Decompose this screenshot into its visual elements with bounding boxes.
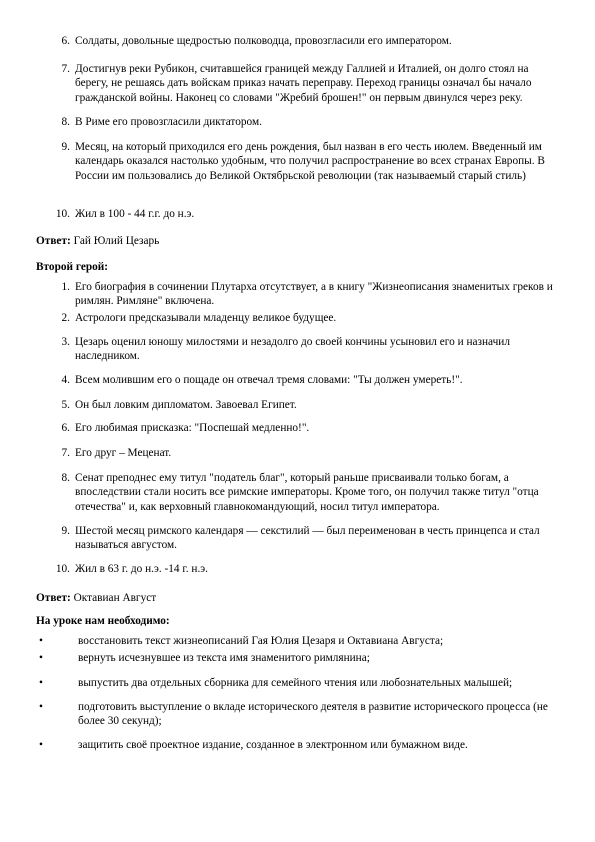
- list-item-number: 5.: [61, 399, 70, 411]
- list-item-text: Солдаты, довольные щедростью полководца, провозгласили его императором.: [75, 35, 452, 47]
- list-item-number: 9.: [61, 141, 70, 153]
- bullet-icon: •: [39, 677, 43, 689]
- bullet-icon: •: [39, 652, 43, 664]
- bullet-text: подготовить выступление о вкладе исторического деятеля в развитие исторического процесса (не более 30 секунд);: [78, 701, 548, 728]
- list-item-text: Его любимая присказка: "Поспешай медленно!".: [75, 422, 310, 434]
- answer-value: Октавиан Август: [70, 592, 157, 604]
- list-item-text: Всем молившим его о пощаде он отвечал тремя словами: "Ты должен умереть!".: [75, 374, 463, 386]
- list-item-number: 2.: [61, 312, 70, 324]
- list-item-number: 7.: [61, 63, 70, 75]
- list-item-number: 4.: [61, 374, 70, 386]
- list-item-text: Жил в 63 г. до н.э. -14 г. н.э.: [75, 563, 208, 575]
- bullet-icon: •: [39, 701, 43, 713]
- list-item-text: В Риме его провозгласили диктатором.: [75, 116, 262, 128]
- list-item-text: Сенат преподнес ему титул "податель благ", который раньше присваивали только богам, а впоследствии стали носить все римские императоры. Кроме того, он получил также титул "отца отечества" и, как верховный главнокомандующий, носил титул императора.: [75, 472, 539, 513]
- list-item-text: Цезарь оценил юношу милостями и незадолго до своей кончины усыновил его и назначил наследником.: [75, 336, 510, 363]
- list-item-number: 8.: [61, 116, 70, 128]
- answer-label: Ответ:: [36, 592, 71, 604]
- answer-value: Гай Юлий Цезарь: [70, 235, 160, 247]
- list-item-text: Он был ловким дипломатом. Завоевал Египет.: [75, 399, 297, 411]
- list-item-text: Жил в 100 - 44 г.г. до н.э.: [75, 208, 195, 220]
- list-item-number: 6.: [61, 422, 70, 434]
- list-item-number: 3.: [61, 336, 70, 348]
- list-item-text: Его биография в сочинении Плутарха отсутствует, а в книгу "Жизнеописания знаменитых греков и римлян. Римляне" включена.: [75, 281, 553, 308]
- answer-label: Ответ:: [36, 235, 71, 247]
- list-item-number: 8.: [61, 472, 70, 484]
- bullet-text: выпустить два отдельных сборника для семейного чтения или любознательных малышей;: [78, 677, 513, 689]
- bullet-text: вернуть исчезнувшее из текста имя знаменитого римлянина;: [78, 652, 370, 664]
- list-item-number: 7.: [61, 447, 70, 459]
- list-item-text: Шестой месяц римского календаря — секстилий — был переименован в честь принцепса и стал называться августом.: [75, 525, 540, 552]
- bullet-icon: •: [39, 739, 43, 751]
- list-item-number: 1.: [61, 281, 70, 293]
- list-item-number: 10.: [55, 208, 70, 220]
- list-item-number: 10.: [55, 563, 70, 575]
- answer-line: [36, 591, 556, 605]
- list-item-number: 9.: [61, 525, 70, 537]
- list-item-text: Месяц, на который приходился его день рождения, был назван в его честь июлем. Введенный им календарь оказался настолько удобным, что получил распространение во всех странах Европы. В России им пользовались до Великой Октябрьской революции (так называемый старый стиль): [75, 141, 545, 182]
- bullet-text: восстановить текст жизнеописаний Гая Юлия Цезаря и Октавиана Августа;: [78, 635, 444, 647]
- list-item-number: 6.: [61, 35, 70, 47]
- list-item-text: Его друг – Меценат.: [75, 447, 172, 459]
- answer-line: [36, 234, 556, 248]
- bullet-text: защитить своё проектное издание, созданное в электронном или бумажном виде.: [78, 739, 468, 751]
- list-item-text: Достигнув реки Рубикон, считавшейся границей между Галлией и Италией, он долго стоял на берегу, не решаясь дать войскам приказ начать переправу. Переход границы означал бы начало гражданской войны. Наконец со словами "Жребий брошен!" он первым двинулся через реку.: [75, 63, 532, 104]
- section-heading: Второй герой:: [36, 261, 109, 273]
- section-heading: На уроке нам необходимо:: [36, 615, 170, 627]
- list-item-text: Астрологи предсказывали младенцу великое будущее.: [75, 312, 337, 324]
- bullet-icon: •: [39, 635, 43, 647]
